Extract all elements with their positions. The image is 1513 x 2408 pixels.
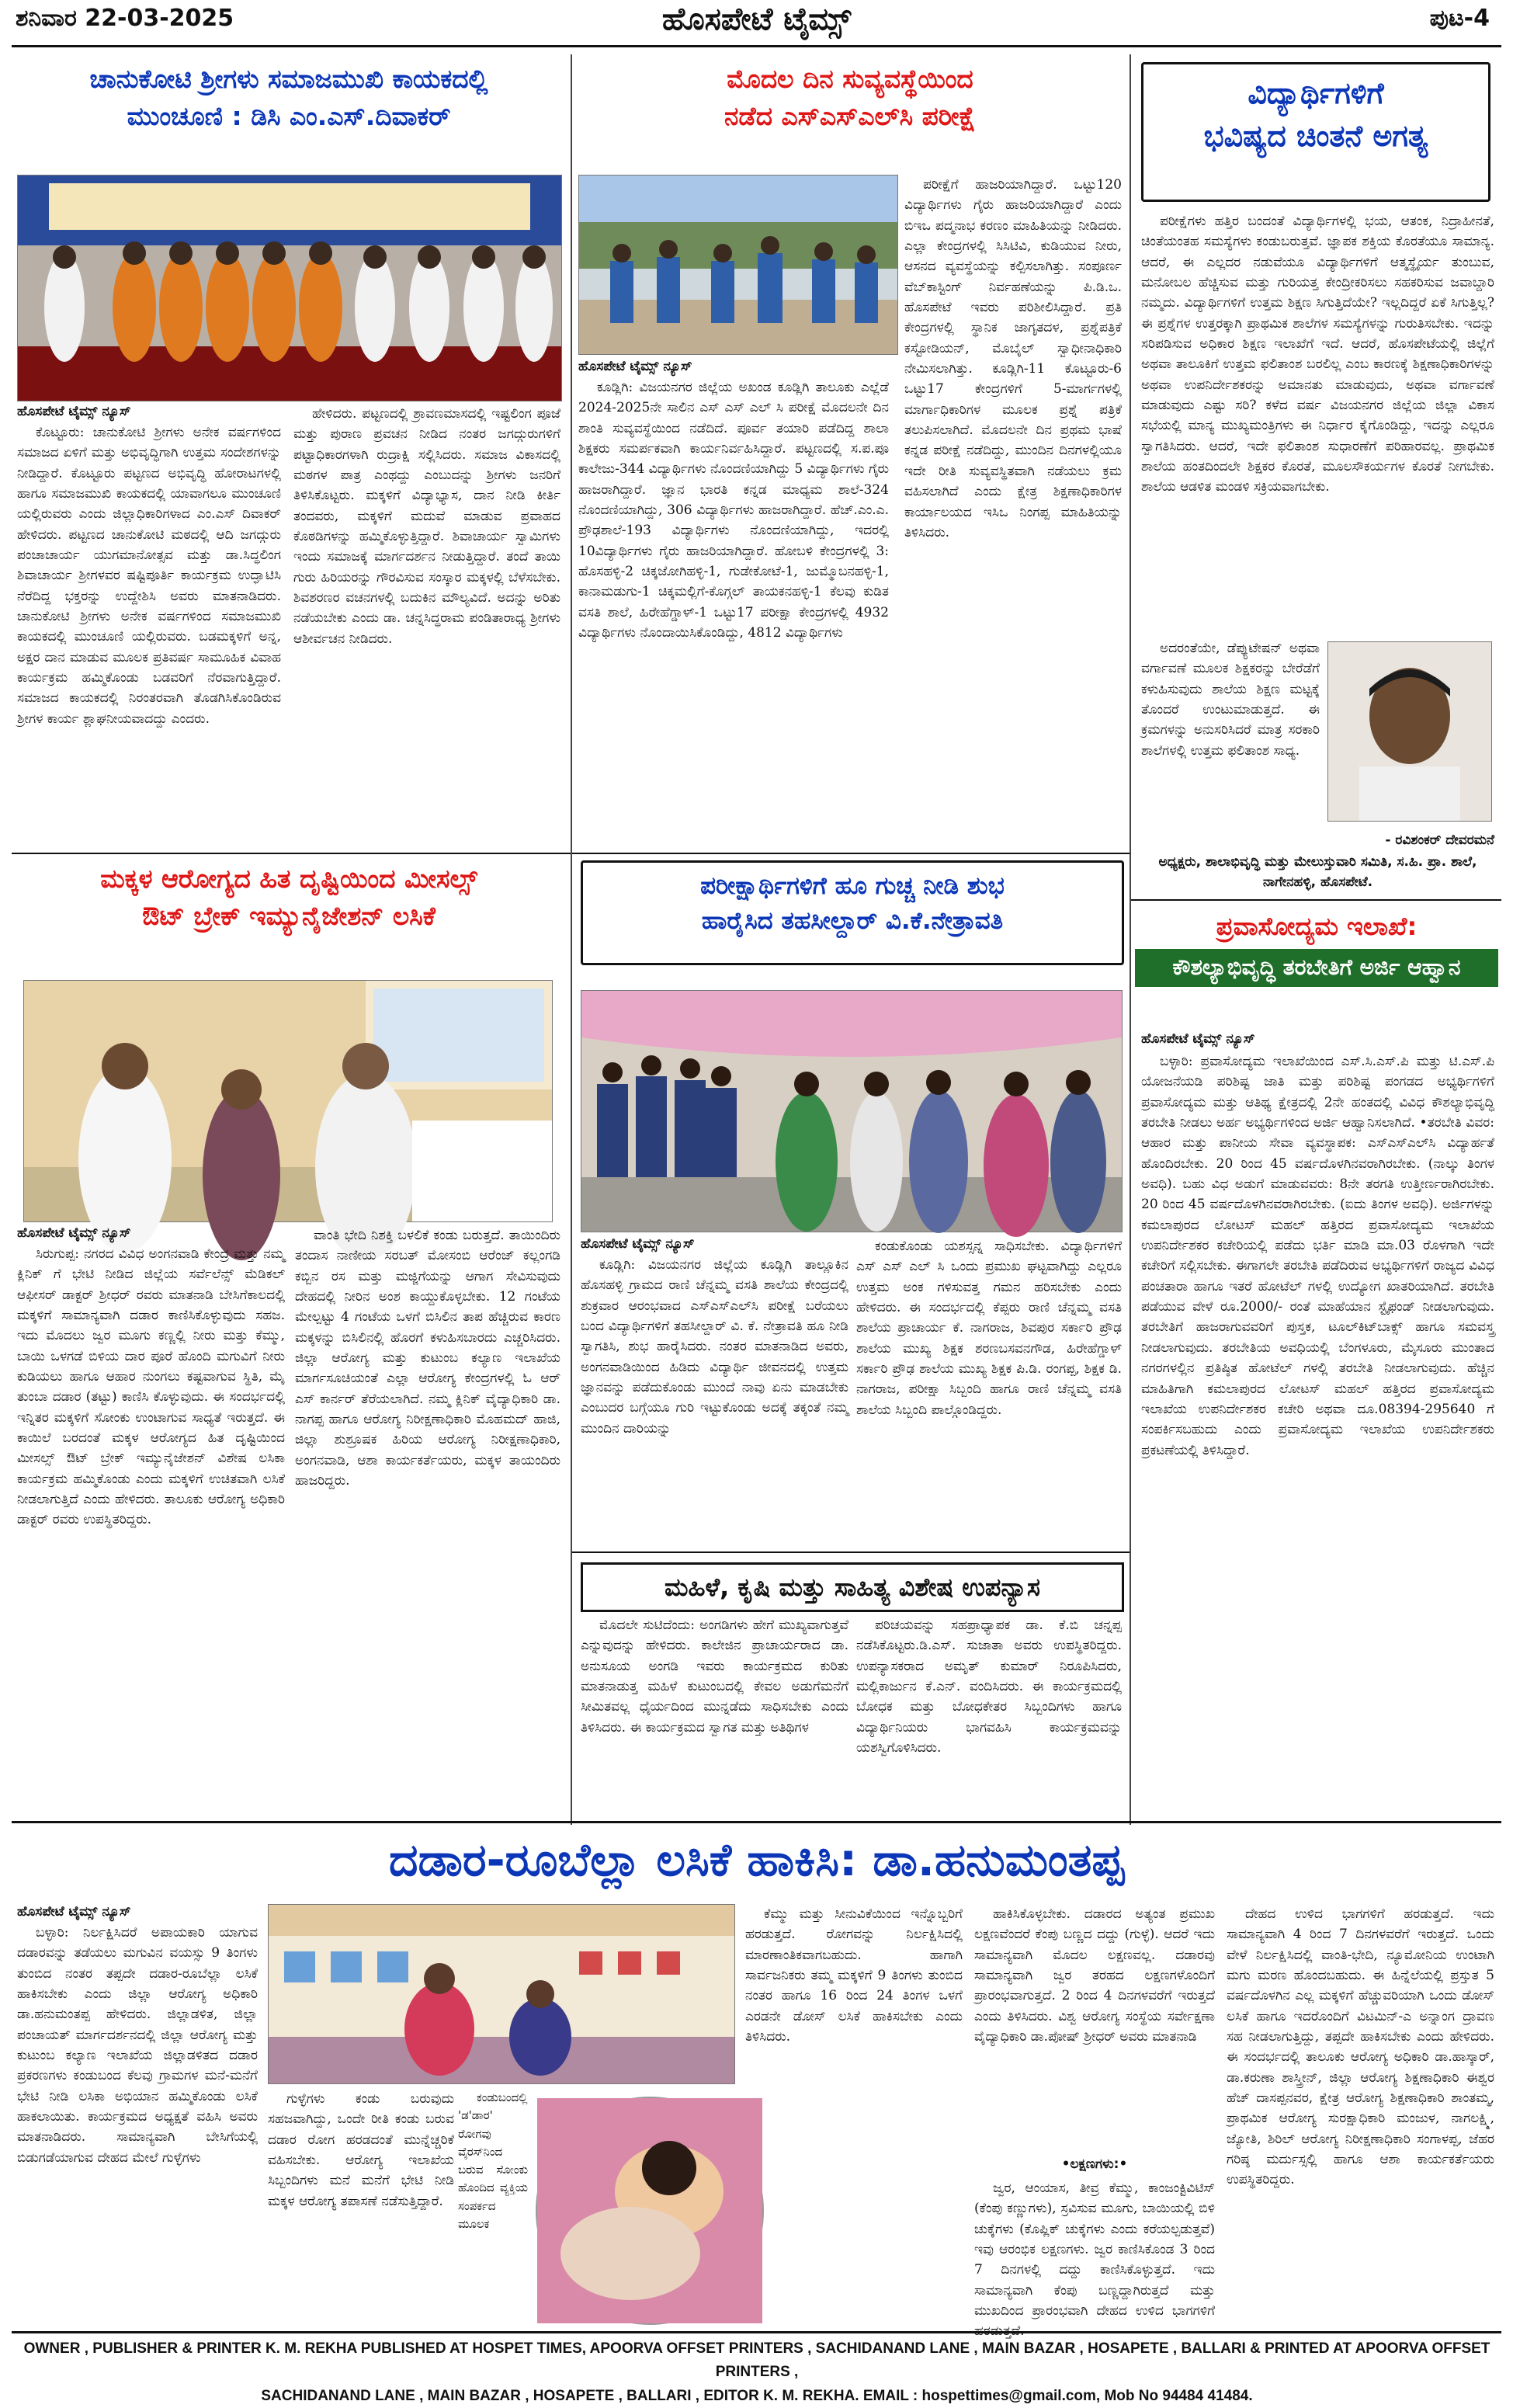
section-rule bbox=[1131, 899, 1501, 901]
article2-body-col1 bbox=[578, 377, 889, 843]
issue-date: ಶನಿವಾರ 22-03-2025 bbox=[16, 5, 234, 32]
article3-body bbox=[1141, 211, 1494, 634]
article1-body-col1 bbox=[17, 422, 281, 845]
article8-headline: ದಡಾರ-ರೂಬೆಲ್ಲಾ ಲಸಿಕೆ ಹಾಕಿಸಿ: ಡಾ.ಹನುಮಂತಪ್ಪ bbox=[389, 1833, 1124, 1886]
article3-body2 bbox=[1141, 638, 1320, 825]
page-number: ಪುಟ-4 bbox=[1429, 5, 1490, 32]
article8-body-col2b bbox=[268, 2089, 454, 2326]
article3-headline-line2: ಭವಿಷ್ಯದ ಚಿಂತನೆ ಅಗತ್ಯ bbox=[1203, 119, 1428, 154]
article2-byline: ಹೊಸಪೇಟೆ ಟೈಮ್ಸ್ ನ್ಯೂಸ್ bbox=[578, 359, 692, 374]
article8-body-col1 bbox=[17, 1923, 258, 2326]
article1-headline-line1: ಚಾನುಕೋಟಿ ಶ್ರೀಗಳು ಸಮಾಜಮುಖಿ ಕಾಯಕದಲ್ಲಿ bbox=[89, 64, 488, 94]
section-rule bbox=[12, 1821, 1501, 1823]
article1-byline: ಹೊಸಪೇಟೆ ಟೈಮ್ಸ್ ನ್ಯೂಸ್ bbox=[17, 404, 131, 419]
article5-text-col2: ಕಂಡುಕೊಂಡು ಯಶಸ್ಸನ್ನ ಸಾಧಿಸಬೇಕು. ವಿದ್ಯಾರ್ಥಿಗಳಿಗೆ ಎಸ್ ಎಸ್ ಎಲ್ ಸಿ ಒಂದು ಪ್ರಮುಖ ಘಟ್ಟವಾಗಿದ್ದು ಎಲ್ಲರೂ ಉತ್ತಮ ಅಂಕ ಗಳಿಸುವತ್ತ ಗಮನ ಹರಿಸಬೇಕು ಎಂದು ಹೇಳಿದರು. ಈ ಸಂದರ್ಭದಲ್ಲಿ ಕೆಪ್ಪರು ರಾಣಿ ಚೆನ್ನಮ್ಮ ವಸತಿ ಶಾಲೆಯ ಪ್ರಾಚಾರ್ಯ ಕೆ. ನಾಗರಾಜ, ಶಿವಪುರ ಸರ್ಕಾರಿ ಪ್ರೌಢ ಶಾಲೆಯ ಮುಖ್ಯ ಶಿಕ್ಷಕ ಶರಣಬಸವನಗೌಡ, ಹಿರೇಹೆಗ್ಡಾಳ್ ಸರ್ಕಾರಿ ಪ್ರೌಢ ಶಾಲೆಯ ಮುಖ್ಯ ಶಿಕ್ಷಕ ಪಿ.ಡಿ. ರಂಗಪ್ಪ, ಶಿಕ್ಷಕ ಡಿ. ನಾಗರಾಜ, ಪರೀಕ್ಷಾ ಸಿಬ್ಬಂದಿ ಹಾಗೂ ರಾಣಿ ಚೆನ್ನಮ್ಮ ವಸತಿ ಶಾಲೆಯ ಸಿಬ್ಬಂದಿ ಪಾಲ್ಗೊಂಡಿದ್ದರು. bbox=[856, 1239, 1122, 1418]
section-rule bbox=[572, 853, 1130, 854]
article6-headline: ಮಹಿಳೆ, ಕೃಷಿ ಮತ್ತು ಸಾಹಿತ್ಯ ವಿಶೇಷ ಉಪನ್ಯಾಸ bbox=[581, 1562, 1124, 1612]
article4-body-col2 bbox=[295, 1225, 560, 1817]
article1-photo bbox=[17, 175, 562, 401]
column-divider bbox=[1130, 54, 1131, 1825]
article3-headline-line1: ವಿದ್ಯಾರ್ಥಿಗಳಿಗೆ bbox=[1248, 76, 1384, 110]
article2-headline bbox=[578, 61, 1122, 135]
article8-photo-circle bbox=[536, 2097, 764, 2325]
article5-body-col2 bbox=[856, 1236, 1122, 1547]
article8-text-col4: ದೇಹದ ಉಳಿದ ಭಾಗಗಳಿಗೆ ಹರಡುತ್ತದೆ. ಇದು ಸಾಮಾನ್ಯವಾಗಿ 4 ರಿಂದ 7 ದಿನಗಳವರೆಗೆ ಇರುತ್ತದೆ. ಒಂದು ವೇಳೆ ನಿರ್ಲಕ್ಷಿಸಿದಲ್ಲಿ ವಾಂತಿ-ಭೇದಿ, ನ್ಯೂಮೋನಿಯ ಉಂಟಾಗಿ ಮಗು ಮರಣ ಹೊಂದಬಹುದು. ಈ ಹಿನ್ನೆಲೆಯಲ್ಲಿ ಪ್ರಸ್ತುತ 5 ವರ್ಷದೊಳಗಿನ ಎಲ್ಲ ಮಕ್ಕಳಿಗೆ ಹೆಚ್ಚುವರಿಯಾಗಿ ಒಂದು ಡೋಸ್ ಲಸಿಕೆ ಹಾಗೂ ಇದರೊಂದಿಗೆ ವಿಟಮಿನ್-ಎ ಅನ್ನಾಂಗ ದ್ರಾವಣ ಸಹ ನೀಡಲಾಗುತ್ತಿದ್ದು, ತಪ್ಪದೇ ಹಾಕಿಸಬೇಕು ಎಂದು ಹೇಳಿದರು. ಈ ಸಂದರ್ಭದಲ್ಲಿ ತಾಲೂಕು ಆರೋಗ್ಯ ಅಧಿಕಾರಿ ಡಾ.ಹಾಸ್ಕಾರ್, ಡಾ.ಕರುಣಾ ಶಾಸ್ತ್ರೀನ್, ಜಿಲ್ಲಾ ಆರೋಗ್ಯ ಶಿಕ್ಷಣಾಧಿಕಾರಿ ಈಶ್ವರ ಹೆಚ್ ದಾಸಪ್ಪನವರ, ಕ್ಷೇತ್ರ ಆರೋಗ್ಯ ಶಿಕ್ಷಣಾಧಿಕಾರಿ ಶಾಂತಮ್ಮ, ಪ್ರಾಥಮಿಕ ಆರೋಗ್ಯ ಸುರಕ್ಷಾಧಿಕಾರಿ ಮಂಜುಳ, ನಾಗಲಕ್ಷ್ಮಿ, ಜ್ಯೋತಿ, ಶಿರಿಲ್ ಆರೋಗ್ಯ ನಿರೀಕ್ಷಣಾಧಿಕಾರಿ ಸಂಗಾಳಪ್ಪ, ಜೆಹರ ಗರಿಷ್ಠ ಮರ್ದುಸ್ಸಲ್ಲಿ ಹಾಗೂ ಆಶಾ ಕಾರ್ಯಕರ್ತೆಯರು ಉಪಸ್ಥಿತರಿದ್ದರು. bbox=[1227, 1906, 1494, 2188]
author-portrait bbox=[1327, 641, 1492, 822]
article8-text-col2b: ಗುಳ್ಳೆಗಳು ಕಂಡು ಬರುವುದು ಸಹಜವಾಗಿದ್ದು, ಒಂದೇ ರೀತಿ ಕಂಡು ಬರುವ ದಡಾರ ರೋಗ ಹರಡದಂತೆ ಮುನ್ನೆಚ್ಚರಿಕೆ ವಹಿಸಬೇಕು. ಆರೋಗ್ಯ ಇಲಾಖೆಯ ಸಿಬ್ಬಂದಿಗಳು ಮನೆ ಮನೆಗೆ ಭೇಟಿ ನೀಡಿ ಮಕ್ಕಳ ಆರೋಗ್ಯ ತಪಾಸಣೆ ನಡೆಸುತ್ತಿದ್ದಾರೆ. bbox=[268, 2091, 454, 2209]
article4-byline: ಹೊಸಪೇಟೆ ಟೈಮ್ಸ್ ನ್ಯೂಸ್ bbox=[17, 1225, 131, 1241]
article8-body-col4 bbox=[1227, 1904, 1494, 2326]
article4-headline bbox=[17, 860, 560, 935]
footer-rule bbox=[12, 2331, 1501, 2333]
article5-photo bbox=[581, 990, 1123, 1232]
article3-author: - ರವಿಶಂಕರ್ ದೇವರಮನೆ bbox=[1385, 832, 1494, 848]
article3-author-desc: ಅಧ್ಯಕ್ಷರು, ಶಾಲಾಭಿವೃದ್ಧಿ ಮತ್ತು ಮೇಲುಸ್ತುವಾರಿ ಸಮಿತಿ, ಸ.ಹಿ. ಪ್ರಾ. ಶಾಲೆ, ನಾಗೇನಹಳ್ಳಿ, ಹೊಸಪೇಟೆ. bbox=[1158, 854, 1477, 890]
section-rule bbox=[12, 853, 571, 854]
article8-text-col2c: ಕಂಡುಬಂದಲ್ಲಿ 'ಡ'ಡಾರ' ರೋಗವು ವೈರಸ್‌ನಿಂದ ಬರುವ ಸೋಂಕು ಹೊಂದಿದ ವ್ಯಕ್ತಿಯ ಸಂಪರ್ಕದ ಮೂಲಕ bbox=[458, 2090, 528, 2231]
article3-text2: ಅದರಂತೆಯೇ, ಡೆಪ್ಯುಟೇಷನ್ ಅಥವಾ ವರ್ಗಾವಣೆ ಮೂಲಕ ಶಿಕ್ಷಕರನ್ನು ಬೇರೆಡೆಗೆ ಕಳುಹಿಸುವುದು ಶಾಲೆಯ ಶಿಕ್ಷಣ ಮಟ್ಟಕ್ಕೆ ತೊಂದರೆ ಉಂಟುಮಾಡುತ್ತದೆ. ಈ ಕ್ರಮಗಳನ್ನು ಅನುಸರಿಸಿದರೆ ಮಾತ್ರ ಸರಕಾರಿ ಶಾಲೆಗಳಲ್ಲಿ ಉತ್ತಮ ಫಲಿತಾಂಶ ಸಾಧ್ಯ. bbox=[1141, 641, 1320, 759]
article4-text-col2: ವಾಂತಿ ಭೇದಿ ನಿಶಕ್ತಿ ಬಳಲಿಕೆ ಕಂಡು ಬರುತ್ತದೆ. ತಾಯಿಂದಿರು ತಂದಾಸ ನಾಣೀಯ ಸರಬತ್ ಮೋಸಂಬಿ ಆರೆಂಜ್ ಕಲ್ಲಂಗಡಿ ಕಬ್ಬಿನ ರಸ ಮತ್ತು ಮಜ್ಜಿಗೆಯನ್ನು ಆಗಾಗ ಸೇವಿಸುವುದು ದೇಹದಲ್ಲಿ ನೀರಿನ ಅಂಶ ಕಾಯ್ದುಕೊಳ್ಳಬೇಕು. 12 ಗಂಟೆಯ ಮೇಲ್ಪಟ್ಟು 4 ಗಂಟೆಯ ಒಳಗೆ ಬಿಸಿಲಿನ ತಾಪ ಹೆಚ್ಚಿರುವ ಕಾರಣ ಮಕ್ಕಳನ್ನು ಬಿಸಿಲಿನಲ್ಲಿ ಹೊರಗೆ ಕಳುಹಿಸಬಾರದು ಎಚ್ಚರಿಸಿದರು. ಜಿಲ್ಲಾ ಆರೋಗ್ಯ ಮತ್ತು ಕುಟುಂಬ ಕಲ್ಯಾಣ ಇಲಾಖೆಯ ಮಾರ್ಗಸೂಚಿಯಂತೆ ಎಲ್ಲಾ ಆರೋಗ್ಯ ಕೇಂದ್ರಗಳಲ್ಲಿ ಓ ಆರ್ ಎಸ್ ಕಾರ್ನರ್ ತೆರೆಯಲಾಗಿದೆ. ನಮ್ಮ ಕ್ಲಿನಿಕ್ ವೈದ್ಯಾಧಿಕಾರಿ ಡಾ. ನಾಗಪ್ಪ ಹಾಗೂ ಆರೋಗ್ಯ ನಿರೀಕ್ಷಣಾಧಿಕಾರಿ ಮೊಹಮದ್ ಹಾಜಿ, ಜಿಲ್ಲಾ ಶುಶ್ರೂಷಕ ಹಿರಿಯ ಆರೋಗ್ಯ ನಿರೀಕ್ಷಣಾಧಿಕಾರಿ, ಅಂಗನವಾಡಿ, ಆಶಾ ಕಾರ್ಯಕರ್ತೆಯರು, ಮಕ್ಕಳ ತಾಯಂದಿರು ಹಾಜರಿದ್ದರು. bbox=[295, 1228, 560, 1489]
header-rule bbox=[12, 45, 1501, 47]
article8-symptoms-title: •ಲಕ್ಷಣಗಳು:• bbox=[1061, 2156, 1128, 2172]
article4-headline-line2: ಔಟ್ ಬ್ರೇಕ್ ಇಮ್ಯುನೈಜೇಶನ್ ಲಸಿಕೆ bbox=[142, 900, 436, 931]
article1-headline bbox=[17, 61, 560, 135]
article7-headline bbox=[1135, 905, 1498, 1022]
article2-headline-line1: ಮೊದಲ ದಿನ ಸುವ್ಯವಸ್ಥೆಯಿಂದ bbox=[727, 64, 973, 94]
article4-photo bbox=[23, 980, 553, 1222]
article3-text: ಪರೀಕ್ಷೆಗಳು ಹತ್ತಿರ ಬಂದಂತೆ ವಿದ್ಯಾರ್ಥಿಗಳಲ್ಲಿ ಭಯ, ಆತಂಕ, ನಿದ್ರಾಹೀನತೆ, ಚಿಂತೆಯಂತಹ ಸಮಸ್ಯೆಗಳು ಕಂಡುಬರುತ್ತವೆ. ಜ್ಞಾಪಕ ಶಕ್ತಿಯ ಕೊರತೆಯೂ ಸಾಮಾನ್ಯ. ಆದರೆ, ಈ ಎಲ್ಲದರ ನಡುವೆಯೂ ವಿದ್ಯಾರ್ಥಿಗಳಿಗೆ ಆತ್ಮಸ್ಥೈರ್ಯ ತುಂಬುವ, ಮನೋಬಲ ಹೆಚ್ಚಿಸುವ ಮತ್ತು ಗುರಿಯತ್ತ ಕೇಂದ್ರೀಕರಿಸಲು ಸಹಕರಿಸುವ ಜವಾಬ್ದಾರಿ ನಮ್ಮದು. ವಿದ್ಯಾರ್ಥಿಗಳಿಗೆ ಉತ್ತಮ ಶಿಕ್ಷಣ ಸಿಗುತ್ತಿದೆಯೇ? ಇಲ್ಲದಿದ್ದರೆ ಏಕೆ ಸಿಗುತ್ತಿಲ್ಲ? ಈ ಪ್ರಶ್ನೆಗಳ ಉತ್ತರಕ್ಕಾಗಿ ಪ್ರಾಥಮಿಕ ಶಾಲೆಗಳ ಸಮಸ್ಯೆಗಳನ್ನು ಗುರುತಿಸಬೇಕು. ಇದನ್ನು ಸರಿಪಡಿಸುವ ಅಧಿಕಾರ ಶಿಕ್ಷಣ ಇಲಾಖೆಗೆ ಇದೆ. ಆದರೆ, ಹೊಸಪೇಟೆಯಲ್ಲಿ ಜಿಲ್ಲೆಗೆ ಅಥವಾ ತಾಲೂಕಿಗೆ ಉತ್ತಮ ಫಲಿತಾಂಶ ಬರಲಿಲ್ಲ ಎಂಬ ಕಾರಣಕ್ಕೆ ಶಿಕ್ಷಣಾಧಿಕಾರಿಗಳನ್ನು ಅಥವಾ ಉಪನಿರ್ದೇಶಕರನ್ನು ಅಮಾನತು ಮಾಡುವುದು, ಅಥವಾ ವರ್ಗಾವಣೆ ಮಾಡುವುದು ಎಷ್ಟು ಸರಿ? ಕಳೆದ ವರ್ಷ ವಿಜಯನಗರ ಜಿಲ್ಲೆಯ ಜಿಲ್ಲಾ ವಿಕಾಸ ಸಭೆಯಲ್ಲಿ ಮಾನ್ಯ ಮುಖ್ಯಮಂತ್ರಿಗಳು ಈ ನಿರ್ಧಾರ ಕೈಗೊಂಡಿದ್ದು, ಇದನ್ನು ಎಲ್ಲರೂ ಸ್ವಾಗತಿಸಿದರು. ಆದರೆ, ಇದೇ ಫಲಿತಾಂಶ ಸುಧಾರಣೆಗೆ ಪರಿಹಾರವಲ್ಲ. ಪ್ರಾಥಮಿಕ ಶಾಲೆಯ ಹಂತದಿಂದಲೇ ಶಿಕ್ಷಕರ ಕೊರತೆ, ಮೂಲಸೌಕರ್ಯಗಳ ಕೊರತೆ ನೀಗಬೇಕು. ಶಾಲೆಯ ಆಡಳಿತ ಮಂಡಳಿ ಸಕ್ರಿಯವಾಗಬೇಕು. bbox=[1141, 214, 1494, 495]
article7-byline: ಹೊಸಪೇಟೆ ಟೈಮ್ಸ್ ನ್ಯೂಸ್ bbox=[1141, 1031, 1255, 1047]
imprint-line1: OWNER , PUBLISHER & PRINTER K. M. REKHA PUBLISHED AT HOSPET TIMES, APOORVA OFFSET PRINTERS , SACHIDANAND LANE , MAIN BAZAR , HOSAPETE , BALLARI & PRINTED AT APOORVA OFFSET PRINTERS , bbox=[23, 2340, 1490, 2381]
column-divider bbox=[571, 54, 572, 1825]
article5-body-col1 bbox=[581, 1255, 848, 1546]
article8-text-col3: ಹಾಕಿಸಿಕೊಳ್ಳಬೇಕು. ದಡಾರದ ಅತ್ಯಂತ ಪ್ರಮುಖ ಲಕ್ಷಣವೆಂದರೆ ಕೆಂಪು ಬಣ್ಣದ ದದ್ದು (ಗುಳ್ಳೆ). ಆದರೆ ಇದು ಸಾಮಾನ್ಯವಾಗಿ ಮೊದಲ ಲಕ್ಷಣವಲ್ಲ. ದಡಾರವು ಸಾಮಾನ್ಯವಾಗಿ ಜ್ವರ ತರಹದ ಲಕ್ಷಣಗಳೊಂದಿಗೆ ಪ್ರಾರಂಭವಾಗುತ್ತದೆ. 2 ರಿಂದ 4 ದಿನಗಳವರೆಗೆ ಇರುತ್ತದೆ ಎಂದು ತಿಳಿಸಿದರು. ವಿಶ್ವ ಆರೋಗ್ಯ ಸಂಸ್ಥೆಯ ಸರ್ವೇಕ್ಷಣಾ ವೈದ್ಯಾಧಿಕಾರಿ ಡಾ.ಪೋಷ್ ಶ್ರೀಧರ್ ಅವರು ಮಾತನಾಡಿ bbox=[974, 1906, 1215, 2045]
article2-photo bbox=[578, 175, 898, 355]
article6-body-col2 bbox=[856, 1615, 1122, 1817]
article7-headline-line1: ಪ್ರವಾಸೋದ್ಯಮ ಇಲಾಖೆ: bbox=[1216, 912, 1418, 941]
article8-text-col3b: ಜ್ವರ, ಆಂಯಾಸ, ತೀವ್ರ ಕೆಮ್ಮು, ಕಾಂಜಂಕ್ಟಿವಿಟಿಸ್ (ಕೆಂಪು ಕಣ್ಣುಗಳು), ಸ್ರವಿಸುವ ಮೂಗು, ಬಾಯಿಯಲ್ಲಿ ಬಿಳಿ ಚುಕ್ಕೆಗಳು (ಕೊಪ್ಲಿಕ್ ಚುಕ್ಕೆಗಳು ಎಂದು ಕರೆಯಲ್ಪಡುತ್ತವೆ) ಇವು ಆರಂಭಿಕ ಲಕ್ಷಣಗಳು. ಜ್ವರ ಕಾಣಿಸಿಕೊಂಡ 3 ರಿಂದ 7 ದಿನಗಳಲ್ಲಿ ದದ್ದು ಕಾಣಿಸಿಕೊಳ್ಳುತ್ತದೆ. ಇದು ಸಾಮಾನ್ಯವಾಗಿ ಕೆಂಪು ಬಣ್ಣದ್ದಾಗಿರುತ್ತದೆ ಮತ್ತು ಮುಖದಿಂದ ಪ್ರಾರಂಭವಾಗಿ ದೇಹದ ಉಳಿದ ಭಾಗಗಳಿಗೆ bbox=[974, 2180, 1215, 2319]
imprint-footer bbox=[23, 2337, 1490, 2408]
article7-headline-line2: ಕೌಶಲ್ಯಾಭಿವೃದ್ಧಿ ತರಬೇತಿಗೆ ಅರ್ಜಿ ಆಹ್ವಾನ bbox=[1135, 949, 1498, 987]
article2-text-col1: ಕೂಡ್ಲಿಗಿ: ವಿಜಯನಗರ ಜಿಲ್ಲೆಯ ಅಖಂಡ ಕೂಡ್ಲಿಗಿ ತಾಲೂಕು ಎಲ್ಲೆಡೆ 2024-2025ನೇ ಸಾಲಿನ ಎಸ್ ಎಸ್ ಎಲ್ ಸಿ ಪರೀಕ್ಷೆ ಮೊದಲನೇ ದಿನ ಶಾಂತಿ ಸುವ್ಯವಸ್ಥೆಯಿಂದ ನಡೆದಿದೆ. ಪೂರ್ವ ತಯಾರಿ ಪಡೆದಿದ್ದ ಶಾಲಾ ಶಿಕ್ಷಕರು ಸಮರ್ಪಕವಾಗಿ ಕಾರ್ಯನಿರ್ವಹಿಸಿದ್ದಾರೆ. ಪಟ್ಟಣದಲ್ಲಿ ಸ.ಪ.ಪೂ ಕಾಲೇಜು-344 ವಿದ್ಯಾರ್ಥಿಗಳು ನೊಂದಣಿಯಾಗಿದ್ದು 5 ವಿದ್ಯಾರ್ಥಿಗಳು ಗೈರು ಹಾಜರಾಗಿದ್ದಾರೆ. ಜ್ಞಾನ ಭಾರತಿ ಕನ್ನಡ ಮಾಧ್ಯಮ ಶಾಲೆ-324 ನೊಂದಣಿಯಾಗಿದ್ದು, 306 ವಿದ್ಯಾರ್ಥಿಗಳು ಹಾಜರಾಗಿದ್ದಾರೆ. ಹೆಚ್.ಎಂ.ಎ. ಪ್ರೌಢಶಾಲೆ-193 ವಿದ್ಯಾರ್ಥಿಗಳು ನೊಂದಣಿಯಾಗಿದ್ದು, ಇದರಲ್ಲಿ 10ವಿದ್ಯಾರ್ಥಿಗಳು ಗೈರು ಹಾಜರಿಯಾಗಿದ್ದಾರೆ. ಹೋಬಳಿ ಕೇಂದ್ರಗಳಲ್ಲಿ 3: ಹೊಸಹಳ್ಳಿ-2 ಚಿಕ್ಕಜೋಗಿಹಳ್ಳಿ-1, ಗುಡೇಕೋಟೆ-1, ಜುಮ್ಮೊಬನಹಳ್ಳಿ-1, ಕಾನಾಮಡುಗು-1 ಚಿಕ್ಕಮಲ್ಲಿಗೆ-ಕೊಗ್ಗಲ್ ತಾಯಕನಹಳ್ಳಿ-1 ಕೆಲವು ಕುಡಿತ ವಸತಿ ಶಾಲೆ, ಹಿರೇಹೆಗ್ಡಾಳ್-1 ಒಟ್ಟು17 ಪರೀಕ್ಷಾ ಕೇಂದ್ರಗಳಲ್ಲಿ 4932 ವಿದ್ಯಾರ್ಥಿಗಳು ನೊಂದಾಯಿಸಿಕೊಂಡಿದ್ದು, 4812 ವಿದ್ಯಾರ್ಥಿಗಳು bbox=[578, 380, 889, 641]
article8-text-col1: ಬಳ್ಳಾರಿ: ನಿರ್ಲಕ್ಷಿಸಿದರೆ ಅಪಾಯಕಾರಿ ಯಾಗುವ ದಡಾರವನ್ನು ತಡೆಯಲು ಮಗುವಿನ ವಯಸ್ಸು 9 ತಿಂಗಳು ತುಂಬಿದ ನಂತರ ತಪ್ಪದೇ ದಡಾರ-ರೂಬೆಲ್ಲಾ ಲಸಿಕೆ ಹಾಕಿಸಬೇಕು ಎಂದು ಜಿಲ್ಲಾ ಆರೋಗ್ಯ ಅಧಿಕಾರಿ ಡಾ.ಹನುಮಂತಪ್ಪ ಹೇಳಿದರು. ಜಿಲ್ಲಾಡಳಿತ, ಜಿಲ್ಲಾ ಪಂಚಾಯತ್ ಮಾರ್ಗದರ್ಶನದಲ್ಲಿ ಜಿಲ್ಲಾ ಆರೋಗ್ಯ ಮತ್ತು ಕುಟುಂಬ ಕಲ್ಯಾಣ ಇಲಾಖೆಯ ಜಿಲ್ಲಾಡಳಿತದ ದಡಾರ ಪ್ರಕರಣಗಳು ಕಂಡುಬಂದ ಕೆಲವು ಗ್ರಾಮಗಳ ಮನೆ-ಮನೆಗೆ ಭೇಟಿ ನೀಡಿ ಲಸಿಕಾ ಅಭಿಯಾನ ಹಮ್ಮಿಕೊಂಡು ಲಸಿಕೆ ಹಾಕಲಾಯಿತು. ಕಾರ್ಯಕ್ರಮದ ಅಧ್ಯಕ್ಷತೆ ವಹಿಸಿ ಅವರು ಮಾತನಾಡಿದರು. ಸಾಮಾನ್ಯವಾಗಿ ಬೇಸಿಗೆಯಲ್ಲಿ ಬಿಡುಗಡೆಯಾಗುವ ದೇಹದ ಮೇಲೆ ಗುಳ್ಳೆಗಳು bbox=[17, 1925, 258, 2166]
article4-body-col1 bbox=[17, 1244, 285, 1817]
article8-photo-main bbox=[268, 1904, 735, 2084]
article2-text-col2: ಪರೀಕ್ಷೆಗೆ ಹಾಜರಿಯಾಗಿದ್ದಾರೆ. ಒಟ್ಟು120 ವಿದ್ಯಾರ್ಥಿಗಳು ಗೈರು ಹಾಜರಿಯಾಗಿದ್ದಾರೆ ಎಂದು ಬಿಇಒ ಪದ್ಮನಾಭ ಕರಣಂ ಮಾಹಿತಿಯನ್ನು ನೀಡಿದರು. ಎಲ್ಲಾ ಕೇಂದ್ರಗಳಲ್ಲಿ ಸಿಸಿಟಿವಿ, ಕುಡಿಯುವ ನೀರು, ಆಸನದ ವ್ಯವಸ್ಥೆಯನ್ನು ಕಲ್ಪಿಸಲಾಗಿತ್ತು. ಸಂಪೂರ್ಣ ವೆಬ್‌ಕಾಸ್ಟಿಂಗ್ ನಿರ್ವಹಣೆಯನ್ನು ಪಿ.ಡಿ.ಒ. ಹೊಸಪೇಟೆ ಇವರು ಪರಿಶೀಲಿಸಿದ್ದಾರೆ. ಪ್ರತಿ ಕೇಂದ್ರಗಳಲ್ಲಿ ಸ್ಥಾನಿಕ ಜಾಗೃತದಳ, ಪ್ರಶ್ನೆಪತ್ರಿಕೆ ಕಸ್ಟೋಡಿಯನ್, ಮೊಬೈಲ್ ಸ್ವಾಧೀನಾಧಿಕಾರಿ ನೇಮಿಸಲಾಗಿತ್ತು. ಕೂಡ್ಲಿಗಿ-11 ಕೊಟ್ಟೂರು-6 ಒಟ್ಟು17 ಕೇಂದ್ರಗಳಿಗೆ 5-ಮಾರ್ಗಗಳಲ್ಲಿ ಮಾರ್ಗಾಧಿಕಾರಿಗಳ ಮೂಲಕ ಪ್ರಶ್ನೆ ಪತ್ರಿಕೆ ತಲುಪಿಸಲಾಗಿದೆ. ಮೊದಲನೇ ದಿನ ಪ್ರಥಮ ಭಾಷೆ ಕನ್ನಡ ಪರೀಕ್ಷೆ ನಡೆದಿದ್ದು, ಮುಂದಿನ ದಿನಗಳಲ್ಲಿಯೂ ಇದೇ ರೀತಿ ಸುವ್ಯವಸ್ಥಿತವಾಗಿ ನಡೆಯಲು ಕ್ರಮ ವಹಿಸಲಾಗಿದೆ ಎಂದು ಕ್ಷೇತ್ರ ಶಿಕ್ಷಣಾಧಿಕಾರಿಗಳ ಕಾರ್ಯಾಲಯದ ಇಸಿಒ ನಿಂಗಪ್ಪ ಮಾಹಿತಿಯನ್ನು ತಿಳಿಸಿದರು. bbox=[904, 177, 1122, 540]
article1-text-col1: ಕೊಟ್ಟೂರು: ಚಾನುಕೋಟಿ ಶ್ರೀಗಳು ಅನೇಕ ವರ್ಷಗಳಿಂದ ಸಮಾಜದ ಏಳಿಗೆ ಮತ್ತು ಅಭಿವೃದ್ಧಿಗಾಗಿ ಉತ್ತಮ ಸಂದೇಶಗಳನ್ನು ನೀಡಿದ್ದಾರೆ. ಕೊಟ್ಟೂರು ಪಟ್ಟಣದ ಅಭಿವೃದ್ಧಿ ಹೋರಾಟಗಳಲ್ಲಿ ಹಾಗೂ ಸಮಾಜಮುಖಿ ಕಾಯಕದಲ್ಲಿ ಯಾವಾಗಲೂ ಮುಂಚೂಣಿ ಯಲ್ಲಿರುವರು ಎಂದು ಜಿಲ್ಲಾಧಿಕಾರಿಗಳಾದ ಎಂ.ಎಸ್ ದಿವಾಕರ್ ಹೇಳಿದರು. ಪಟ್ಟಣದ ಚಾನುಕೋಟಿ ಮಠದಲ್ಲಿ ಆದಿ ಜಗದ್ಗುರು ಪಂಚಾಚಾರ್ಯ ಯುಗಮಾನೋತ್ಸವ ಮತ್ತು ಡಾ.ಸಿದ್ಧಲಿಂಗ ಶಿವಾಚಾರ್ಯ ಶ್ರೀಗಳವರ ಷಷ್ಟಿಪೂರ್ತಿ ಕಾರ್ಯಕ್ರಮ ಉದ್ಘಾಟಿಸಿ ನೆರೆದಿದ್ದ ಭಕ್ತರನ್ನು ಉದ್ದೇಶಿಸಿ ಅವರು ಮಾತನಾಡಿದರು. ಚಾನುಕೋಟಿ ಶ್ರೀಗಳು ಅನೇಕ ವರ್ಷಗಳಿಂದ ಸಮಾಜಮುಖಿ ಕಾಯಕದಲ್ಲಿ ಮುಂಚೂಣಿ ಯಲ್ಲಿರುವರು. ಬಡಮಕ್ಕಳಿಗೆ ಅನ್ನ, ಅಕ್ಷರ ದಾನ ಮಾಡುವ ಮೂಲಕ ಪ್ರತಿವರ್ಷ ಸಾಮೂಹಿಕ ವಿವಾಹ ಕಾರ್ಯಕ್ರಮ ಹಮ್ಮಿಕೊಂಡು ಬಡವರಿಗೆ ನೆರವಾಗುತ್ತಿದ್ದಾರೆ. ಸಮಾಜದ ಕಾಯಕದಲ್ಲಿ ನಿರಂತರವಾಗಿ ತೊಡಗಿಸಿಕೊಂಡಿರುವ ಶ್ರೀಗಳ ಕಾರ್ಯ ಶ್ಲಾಘನೀಯವಾದದ್ದು ಎಂದರು. bbox=[17, 425, 281, 727]
article5-headline bbox=[581, 860, 1124, 965]
article5-headline-line2: ಹಾರೈಸಿದ ತಹಸೀಲ್ದಾರ್ ವಿ.ಕೆ.ನೇತ್ರಾವತಿ bbox=[701, 906, 1004, 935]
article5-text-col1: ಕೂಡ್ಲಿಗಿ: ವಿಜಯನಗರ ಜಿಲ್ಲೆಯ ಕೂಡ್ಲಿಗಿ ತಾಲ್ಲೂಕಿನ ಹೊಸಹಳ್ಳಿ ಗ್ರಾಮದ ರಾಣಿ ಚೆನ್ನಮ್ಮ ವಸತಿ ಶಾಲೆಯ ಕೇಂದ್ರದಲ್ಲಿ ಶುಕ್ರವಾರ ಆರಂಭವಾದ ಎಸ್ಎಸ್ಎಲ್‌ಸಿ ಪರೀಕ್ಷೆ ಬರೆಯಲು ಬಂದ ವಿದ್ಯಾರ್ಥಿಗಳಿಗೆ ತಹಸೀಲ್ದಾರ್ ವಿ. ಕೆ. ನೇತ್ರಾವತಿ ಹೂ ನೀಡಿ ಸ್ವಾಗತಿಸಿ, ಶುಭ ಹಾರೈಸಿದರು. ನಂತರ ಮಾತನಾಡಿದ ಅವರು, ಅಂಗನವಾಡಿಯಿಂದ ಹಿಡಿದು ವಿದ್ಯಾರ್ಥಿ ಜೀವನದಲ್ಲಿ ಉತ್ತಮ ಜ್ಞಾನವನ್ನು ಪಡೆದುಕೊಂಡು ಮುಂದೆ ನಾವು ಏನು ಮಾಡಬೇಕು ಎಂಬುದರ ಬಗ್ಗೆಯೂ ಗುರಿ ಇಟ್ಟುಕೊಂಡು ಅದಕ್ಕೆ ತಕ್ಕಂತೆ ನಮ್ಮ ಮುಂದಿನ ದಾರಿಯನ್ನು bbox=[581, 1257, 848, 1437]
article7-body bbox=[1141, 1051, 1494, 1817]
article8-byline: ಹೊಸಪೇಟೆ ಟೈಮ್ಸ್ ನ್ಯೂಸ್ bbox=[17, 1904, 131, 1920]
imprint-line2: SACHIDANAND LANE , MAIN BAZAR , HOSAPETE , BALLARI , EDITOR K. M. REKHA. EMAIL : hospettimes@gmail.com, Mob No 94484 41484. bbox=[261, 2387, 1253, 2404]
article6-text-col2: ಪರಿಚಯವನ್ನು ಸಹಪ್ರಾಧ್ಯಾಪಕ ಡಾ. ಕೆ.ಬಿ ಚನ್ನಪ್ಪ ನಡೆಸಿಕೊಟ್ಟರು.ಡಿ.ಎಸ್. ಸುಜಾತಾ ಅವರು ಉಪಸ್ಥಿತರಿದ್ದರು. ಉಪನ್ಯಾಸಕರಾದ ಅಮೃತ್ ಕುಮಾರ್ ನಿರೂಪಿಸಿದರು, ಮಲ್ಲಿಕಾರ್ಜುನ ಕೆ.ಎನ್. ವಂದಿಸಿದರು. ಈ ಕಾರ್ಯಕ್ರಮದಲ್ಲಿ ಬೋಧಕ ಮತ್ತು ಬೋಧಕೇತರ ಸಿಬ್ಬಂದಿಗಳು ಹಾಗೂ ವಿದ್ಯಾರ್ಥಿನಿಯರು ಭಾಗವಹಿಸಿ ಕಾರ್ಯಕ್ರಮವನ್ನು ಯಶಸ್ವಿಗೊಳಿಸಿದರು. bbox=[856, 1617, 1122, 1756]
article8-body-col2 bbox=[745, 1904, 963, 2081]
article5-byline: ಹೊಸಪೇಟೆ ಟೈಮ್ಸ್ ನ್ಯೂಸ್ bbox=[581, 1236, 695, 1252]
article8-body-col2c bbox=[458, 2089, 528, 2326]
article2-body-col2 bbox=[904, 175, 1122, 843]
article3-headline bbox=[1141, 62, 1490, 202]
article6-text-col1: ಮೊದಲೇ ಸುಟಿದೆಂದು: ಅಂಗಡಿಗಳು ಹೇಗೆ ಮುಖ್ಯವಾಗುತ್ತವೆ ಎನ್ನುವುದನ್ನು ಹೇಳಿದರು. ಕಾಲೇಜಿನ ಪ್ರಾಚಾರ್ಯರಾದ ಡಾ. ಅನುಸೂಯ ಅಂಗಡಿ ಇವರು ಕಾರ್ಯಕ್ರಮದ ಕುರಿತು ಮಾತನಾಡುತ್ತ ಮಹಿಳೆ ಕುಟುಂಬದಲ್ಲಿ ಕೇವಲ ಅಡುಗೆಮನೆಗೆ ಸೀಮಿತವಲ್ಲ ಧೈರ್ಯದಿಂದ ಮುನ್ನಡೆದು ಸಾಧಿಸಬೇಕು ಎಂದು ತಿಳಿಸಿದರು. ಈ ಕಾರ್ಯಕ್ರಮದ ಸ್ವಾಗತ ಮತ್ತು ಅತಿಥಿಗಳ bbox=[581, 1617, 848, 1736]
article1-body-col2 bbox=[293, 404, 560, 845]
article8-body-col3-top bbox=[974, 1904, 1215, 2153]
article8-body-col3b bbox=[974, 2178, 1215, 2326]
masthead: ಹೊಸಪೇಟೆ ಟೈಮ್ಸ್ bbox=[661, 2, 852, 37]
article1-text-col2: ಹೇಳಿದರು. ಪಟ್ಟಣದಲ್ಲಿ ಶ್ರಾವಣಮಾಸದಲ್ಲಿ ಇಷ್ಟಲಿಂಗ ಪೂಜೆ ಮತ್ತು ಪುರಾಣ ಪ್ರವಚನ ನೀಡಿದ ನಂತರ ಜಗದ್ಗುರುಗಳಿಗೆ ಪಟ್ಟಾಧಿಕಾರಗಳಾಗಿ ರುದ್ರಾಕ್ಷಿ ಸಲ್ಲಿಸಿದರು. ಸಮಾಜ ವಿಕಾಸದಲ್ಲಿ ಮಠಗಳ ಪಾತ್ರ ಎಂಥದ್ದು ಎಂಬುದನ್ನು ಶ್ರೀಗಳು ಜನರಿಗೆ ತಿಳಿಸಿಕೊಟ್ಟರು. ಮಕ್ಕಳಿಗೆ ವಿದ್ಯಾಭ್ಯಾಸ, ದಾನ ನೀಡಿ ಕೀರ್ತಿ ತಂದವರು, ಮಕ್ಕಳಿಗೆ ಮದುವೆ ಮಾಡುವ ಪ್ರವಾಹದ ಕೊಠಡಿಗಳನ್ನು ಹಮ್ಮಿಕೊಳ್ಳುತ್ತಿದ್ದಾರೆ. ಶಿವಾಚಾರ್ಯ ಸ್ವಾಮಿಗಳು ಇಂದು ಸಮಾಜಕ್ಕೆ ಮಾರ್ಗದರ್ಶನ ನೀಡುತ್ತಿದ್ದಾರೆ. ತಂದೆ ತಾಯಿ ಗುರು ಹಿರಿಯರನ್ನು ಗೌರವಿಸುವ ಸಂಸ್ಕಾರ ಮಕ್ಕಳಲ್ಲಿ ಬೆಳೆಸಬೇಕು. ಶಿವಶರಣರ ವಚನಗಳಲ್ಲಿ ಬದುಕಿನ ಮೌಲ್ಯವಿದೆ. ಅದನ್ನು ಅರಿತು ನಡೆಯಬೇಕು ಎಂದು ಡಾ. ಚನ್ನಸಿದ್ಧರಾಮ ಪಂಡಿತಾರಾಧ್ಯ ಶ್ರೀಗಳು ಆಶೀರ್ವಚನ ನೀಡಿದರು. bbox=[293, 406, 560, 647]
article8-text-col2: ಕೆಮ್ಮು ಮತ್ತು ಸೀನುವಿಕೆಯಿಂದ ಇನ್ನೊಬ್ಬರಿಗೆ ಹರಡುತ್ತದೆ. ರೋಗವನ್ನು ನಿರ್ಲಕ್ಷಿಸಿದಲ್ಲಿ ಮಾರಣಾಂತಿಕವಾಗಬಹುದು. ಹಾಗಾಗಿ ಸಾರ್ವಜನಿಕರು ತಮ್ಮ ಮಕ್ಕಳಿಗೆ 9 ತಿಂಗಳು ತುಂಬಿದ ನಂತರ ಹಾಗೂ 16 ರಿಂದ 24 ತಿಂಗಳ ಒಳಗೆ ಎರಡನೇ ಡೋಸ್ ಲಸಿಕೆ ಹಾಕಿಸಬೇಕು ಎಂದು ತಿಳಿಸಿದರು. bbox=[745, 1906, 963, 2045]
article5-headline-line1: ಪರೀಕ್ಷಾರ್ಥಿಗಳಿಗೆ ಹೂ ಗುಚ್ಚ ನೀಡಿ ಶುಭ bbox=[700, 872, 1005, 900]
article4-text-col1: ಸಿರುಗುಪ್ಪ: ನಗರದ ವಿವಿಧ ಅಂಗನವಾಡಿ ಕೇಂದ್ರ ಮತ್ತು ನಮ್ಮ ಕ್ಲಿನಿಕ್ ಗೆ ಭೇಟಿ ನೀಡಿದ ಜಿಲ್ಲೆಯ ಸರ್ವೆಲೆನ್ಸ್ ಮೆಡಿಕಲ್ ಆಫೀಸರ್ ಡಾಕ್ಟರ್ ಶ್ರೀಧರ್ ರವರು ಮಾತನಾಡಿ ಬೇಸಿಗೆಕಾಲದಲ್ಲಿ ಮಕ್ಕಳಿಗೆ ಸಾಮಾನ್ಯವಾಗಿ ದಡಾರ ಕಾಣಿಸಿಕೊಳ್ಳುವುದು ಸಹಜ. ಇದು ಮೊದಲು ಜ್ವರ ಮೂಗು ಕಣ್ಣಲ್ಲಿ ನೀರು ಮತ್ತು ಕೆಮ್ಮು, ಬಾಯಿ ಒಳಗಡೆ ಬಿಳಿಯ ದಾರ ಪೂರೆ ಹೊಂದಿ ಮಗುವಿಗೆ ನೀರು ಕುಡಿಯಲು ಹಾಗೂ ಆಹಾರ ನುಂಗಲು ಕಷ್ಟವಾಗುವ ಸ್ಥಿತಿ, ಮೈ ತುಂಬಾ ದಡಾರ (ತಟ್ಟು) ಕಾಣಿಸಿ ಕೊಳ್ಳುವುದು. ಈ ಸಂದರ್ಭದಲ್ಲಿ ಇನ್ನಿತರ ಮಕ್ಕಳಿಗೆ ಸೋಂಕು ಉಂಟಾಗುವ ಸಾಧ್ಯತೆ ಇರುತ್ತದೆ. ಈ ಕಾಯಿಲೆ ಬರದಂತೆ ಮಕ್ಕಳ ಆರೋಗ್ಯದ ಹಿತ ದೃಷ್ಟಿಯಿಂದ ಮೀಸಲ್ಸ್ ಔಟ್ ಬ್ರೇಕ್ ಇಮ್ಯುನೈಜೇಶನ್ ವಿಶೇಷ ಲಸಿಕಾ ಕಾರ್ಯಕ್ರಮ ಹಮ್ಮಿಕೊಂಡು ಎಂದು ಮಕ್ಕಳಿಗೆ ಉಚಿತವಾಗಿ ಲಸಿಕೆ ನೀಡಲಾಗುತ್ತಿದೆ ಎಂದು ಹೇಳಿದರು. ತಾಲೂಕು ಆರೋಗ್ಯ ಅಧಿಕಾರಿ ಡಾಕ್ಟರ್ ರವರು ಉಪಸ್ಥಿತರಿದ್ದರು. bbox=[17, 1246, 285, 1528]
article6-body-col1 bbox=[581, 1615, 848, 1817]
article4-headline-line1: ಮಕ್ಕಳ ಆರೋಗ್ಯದ ಹಿತ ದೃಷ್ಟಿಯಿಂದ ಮೀಸಲ್ಸ್ bbox=[100, 863, 477, 894]
article2-headline-line2: ನಡೆದ ಎಸ್‌ಎಸ್‌ಎಲ್‌ಸಿ ಪರೀಕ್ಷೆ bbox=[724, 100, 976, 131]
article7-text: ಬಳ್ಳಾರಿ: ಪ್ರವಾಸೋದ್ಯಮ ಇಲಾಖೆಯಿಂದ ಎಸ್.ಸಿ.ಎಸ್.ಪಿ ಮತ್ತು ಟಿ.ಎಸ್.ಪಿ ಯೋಜನೆಯಡಿ ಪರಿಶಿಷ್ಟ ಜಾತಿ ಮತ್ತು ಪರಿಶಿಷ್ಟ ಪಂಗಡದ ಅಭ್ಯರ್ಥಿಗಳಿಗೆ ಪ್ರವಾಸೋದ್ಯಮ ಮತ್ತು ಆತಿಥ್ಯ ಕ್ಷೇತ್ರದಲ್ಲಿ 2ನೇ ಹಂತದಲ್ಲಿ ವಿವಿಧ ಕೌಶಲ್ಯಾಭಿವೃದ್ಧಿ ತರಬೇತಿ ನೀಡಲು ಅರ್ಹ ಅಭ್ಯರ್ಥಿಗಳಿಂದ ಅರ್ಜಿ ಆಹ್ವಾನಿಸಲಾಗಿದೆ. •ತರಬೇತಿ ವಿವರ: ಆಹಾರ ಮತ್ತು ಪಾನೀಯ ಸೇವಾ ವ್ಯವಸ್ಥಾಪಕ: ಎಸ್ಎಸ್ಎಲ್‌ಸಿ ವಿದ್ಯಾರ್ಹತೆ ಹೊಂದಿರಬೇಕು. 20 ರಿಂದ 45 ವರ್ಷದೊಳಗಿನವರಾಗಿರಬೇಕು. (ನಾಲ್ಕು ತಿಂಗಳ ಅವಧಿ). ಬಹು ವಿಧ ಅಡುಗೆ ಮಾಡುವವರು: 8ನೇ ತರಗತಿ ಉತ್ತೀರ್ಣರಾಗಿರಬೇಕು. 20 ರಿಂದ 45 ವರ್ಷದೊಳಗಿನವರಾಗಿರಬೇಕು. (ಐದು ತಿಂಗಳ ಅವಧಿ). ಅರ್ಜಿಗಳನ್ನು ಕಮಲಾಪುರದ ಲೋಟಸ್ ಮಹಲ್ ಹತ್ತಿರದ ಪ್ರವಾಸೋದ್ಯಮ ಇಲಾಖೆಯ ಉಪನಿರ್ದೇಶಕರ ಕಚೇರಿಯಲ್ಲಿ ಪಡೆದು ಭರ್ತಿ ಮಾಡಿ ಮಾ.03 ರೊಳಗಾಗಿ ಇದೇ ಕಚೇರಿಗೆ ಸಲ್ಲಿಸಬೇಕು. ಈಗಾಗಲೇ ತರಬೇತಿ ಪಡೆದಿರುವ ಅಭ್ಯರ್ಥಿಗಳಿಗೆ ರಾಜ್ಯದ ವಿವಿಧ ಪಂಚತಾರಾ ಹಾಗೂ ಇತರೆ ಹೋಟೆಲ್ ಗಳಲ್ಲಿ ಉದ್ಯೋಗ ಖಾತರಿಯಾಗಿದೆ. ತರಬೇತಿ ಪಡೆಯುವ ವೇಳೆ ರೂ.2000/- ರಂತೆ ಮಾಹೆಯಾನ ಸ್ಟೈಫಂಡ್ ನೀಡಲಾಗುವುದು. ತರಬೇತಿಗೆ ಹಾಜರಾಗುವವರಿಗೆ ಪುಸ್ತಕ, ಟೂಲ್‌ಕಿಟ್‌ಬಾಕ್ಸ್ ಹಾಗೂ ಸಮವಸ್ತ್ರ ನೀಡಲಾಗುವುದು. ತರಬೇತಿಯ ಅವಧಿಯಲ್ಲಿ ಬೆಂಗಳೂರು, ಮೈಸೂರು ಮುಂತಾದ ನಗರಗಳಲ್ಲಿನ ಪ್ರತಿಷ್ಠಿತ ಹೋಟೆಲ್ ಗಳಲ್ಲಿ ತರಬೇತಿ ನೀಡಲಾಗುವುದು. ಹೆಚ್ಚಿನ ಮಾಹಿತಿಗಾಗಿ ಕಮಲಾಪುರದ ಲೋಟಸ್ ಮಹಲ್ ಹತ್ತಿರದ ಪ್ರವಾಸೋದ್ಯಮ ಇಲಾಖೆಯ ಉಪನಿರ್ದೇಶಕರ ಕಚೇರಿ ಅಥವಾ ದೂ.08394-295640 ಗೆ ಸಂಪರ್ಕಿಸಬಹುದು ಎಂದು ಪ್ರವಾಸೋದ್ಯಮ ಇಲಾಖೆಯ ಉಪನಿರ್ದೇಶಕರು ಪ್ರಕಟಣೆಯಲ್ಲಿ ತಿಳಿಸಿದ್ದಾರೆ. bbox=[1141, 1054, 1494, 1458]
section-rule bbox=[572, 1551, 1130, 1553]
article1-headline-line2: ಮುಂಚೂಣಿ : ಡಿಸಿ ಎಂ.ಎಸ್.ದಿವಾಕರ್ bbox=[127, 100, 451, 131]
